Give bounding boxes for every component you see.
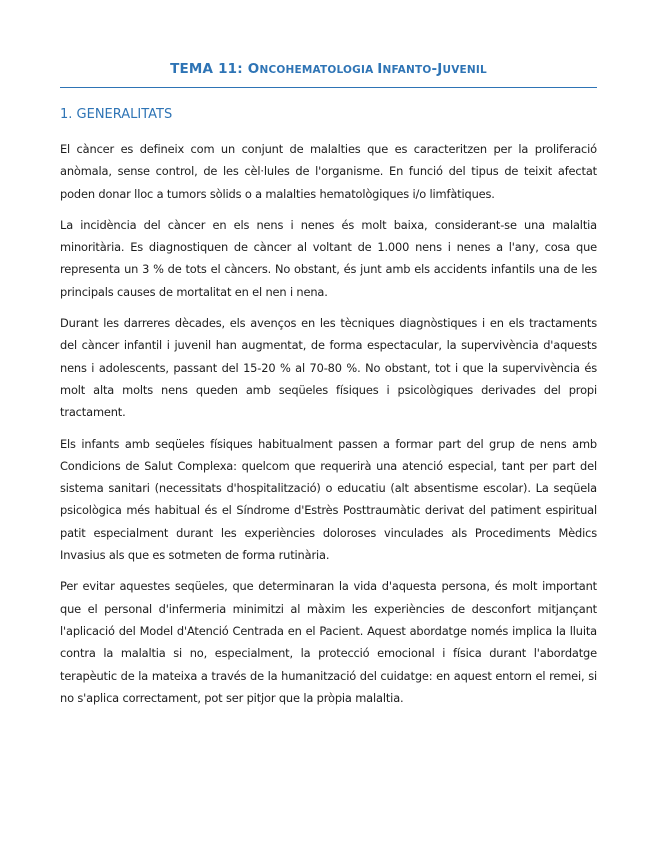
- title-word-smallcaps: NFANTO: [382, 64, 432, 76]
- title-word-cap: -J: [431, 61, 443, 77]
- title-word-cap: O: [247, 61, 260, 77]
- paragraph: El càncer es defineix com un conjunt de malalties que es caracteritzen per la proliferació anòmala, sense control, de les cèl·lules de l'organisme. En funció del tipus de teixit afectat poden donar lloc a tumors sòlids o a malalties hematològiques i/o limfàtiques.: [60, 142, 597, 201]
- section-heading: 1. GENERALITATS: [60, 107, 173, 122]
- paragraph: Els infants amb seqüeles físiques habitualment passen a formar part del grup de nens amb Condicions de Salut Complexa: quelcom que requerirà una atenció especial, tant per part del sistema sanitari (necessitats d'hospitalització) o educatiu (alt absentisme escolar). La seqüela psicològica més habitual és el Síndrome d'Estrès Posttraumàtic derivat del patiment espiritual patit especialment durant les experiències doloroses vinculades als Procediments Mèdics Invasius als que es sotmeten de forma rutinària.: [60, 436, 597, 563]
- title-word-smallcaps: UVENIL: [442, 64, 487, 76]
- title-word-smallcaps: NCOHEMATOLOGIA: [259, 64, 378, 76]
- document-title: [60, 58, 597, 88]
- title-prefix: TEMA 11:: [170, 61, 248, 77]
- title-word-cap: I: [377, 61, 383, 77]
- paragraph: Durant les darreres dècades, els avenços en les tècniques diagnòstiques i en els tractaments del càncer infantil i juvenil han augmentat, de forma espectacular, la supervivència d'aquests nens i adolescents, passant del 15-20 % al 70-80 %. No obstant, tot i que la supervivència és molt alta molts nens queden amb seqüeles físiques i psicològiques derivades del propi tractament.: [60, 316, 597, 420]
- document-page: [60, 58, 597, 718]
- paragraph: Per evitar aquestes seqüeles, que determinaran la vida d'aquesta persona, és molt important que el personal d'infermeria minimitzi al màxim les experiències de desconfort mitjançant l'aplicació del Model d'Atenció Centrada en el Pacient. Aquest abordatge només implica la lluita contra la malaltia si no, especialment, la protecció emocional i física durant l'abordatge terapèutic de la mateixa a través de la humanització del cuidatge: en aquest entorn el remei, si no s'aplica correctament, pot ser pitjor que la pròpia malaltia.: [60, 579, 597, 705]
- paragraph: La incidència del càncer en els nens i nenes és molt baixa, considerant-se una malaltia minoritària. Es diagnostiquen de càncer al voltant de 1.000 nens i nenes a l'any, cosa que representa un 3 % de tots el càncers. No obstant, és junt amb els accidents infantils una de les principals causes de mortalitat en el nen i nena.: [60, 217, 597, 299]
